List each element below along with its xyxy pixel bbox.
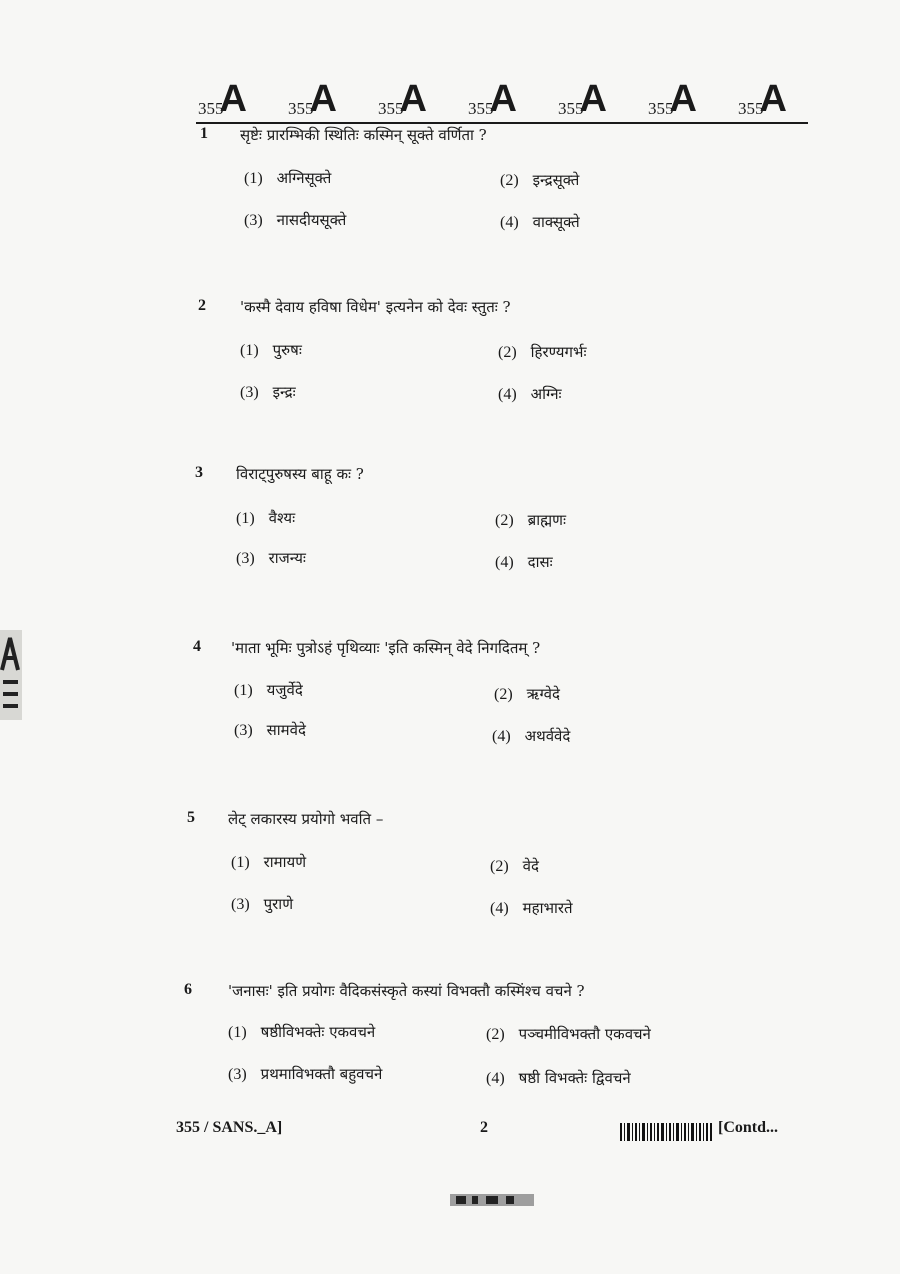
option-1: (1) अग्निसूक्ते bbox=[244, 169, 332, 187]
option-1: (1) पुरुषः bbox=[240, 341, 302, 359]
option-4: (4) अथर्ववेदे bbox=[492, 727, 571, 745]
paper-code: 355 A bbox=[378, 78, 427, 120]
option-1: (1) वैश्यः bbox=[236, 509, 296, 527]
question-text: 'जनासः' इति प्रयोगः वैदिकसंस्कृते कस्यां विभक्तौ कस्मिंश्च वचने ? bbox=[228, 982, 585, 1000]
option-text: ब्राह्मणः bbox=[527, 511, 566, 529]
option-text: अग्निः bbox=[530, 385, 562, 403]
option-1: (1) षष्ठीविभक्तेः एकवचने bbox=[228, 1023, 376, 1041]
question-number: 6 bbox=[184, 981, 192, 998]
edge-print-mark bbox=[0, 630, 22, 720]
option-4: (4) महाभारते bbox=[490, 899, 573, 917]
option-2: (2) पञ्चमीविभक्तौ एकवचने bbox=[486, 1025, 651, 1043]
option-4: (4) दासः bbox=[495, 553, 553, 571]
question-number: 1 bbox=[200, 125, 208, 142]
option-text: नासदीयसूक्ते bbox=[276, 211, 347, 229]
option-3: (3) इन्द्रः bbox=[240, 383, 296, 401]
option-text: यजुर्वेदे bbox=[266, 681, 303, 699]
paper-code: 355 A bbox=[288, 78, 337, 120]
option-3: (3) पुराणे bbox=[231, 895, 294, 913]
question-number: 3 bbox=[195, 464, 203, 481]
paper-code-footer: 355 / SANS._A] bbox=[176, 1119, 283, 1136]
option-text: इन्द्रसूक्ते bbox=[532, 171, 580, 189]
option-text: वेदे bbox=[522, 857, 539, 875]
paper-code: 355 A bbox=[738, 78, 787, 120]
option-text: सामवेदे bbox=[266, 721, 306, 739]
option-text: हिरण्यगर्भः bbox=[530, 343, 587, 361]
option-2: (2) हिरण्यगर्भः bbox=[498, 343, 587, 361]
question-number: 5 bbox=[187, 809, 195, 826]
option-1: (1) रामायणे bbox=[231, 853, 307, 871]
continued-label: [Contd... bbox=[718, 1119, 779, 1136]
option-text: अग्निसूक्ते bbox=[276, 169, 332, 187]
option-1: (1) यजुर्वेदे bbox=[234, 681, 303, 699]
option-4: (4) वाक्सूक्ते bbox=[500, 213, 580, 231]
option-3: (3) सामवेदे bbox=[234, 721, 306, 739]
option-2: (2) ऋग्वेदे bbox=[494, 685, 560, 703]
question-number: 4 bbox=[193, 638, 201, 655]
paper-code-header bbox=[196, 72, 808, 124]
paper-code: 355 A bbox=[198, 78, 247, 120]
question-text: 'माता भूमिः पुत्रोऽहं पृथिव्याः 'इति कस्मिन् वेदे निगदितम् ? bbox=[231, 639, 541, 657]
option-2: (2) वेदे bbox=[490, 857, 539, 875]
option-text: पुराणे bbox=[263, 895, 294, 913]
option-text: राजन्यः bbox=[268, 549, 306, 567]
option-2: (2) इन्द्रसूक्ते bbox=[500, 171, 580, 189]
option-text: महाभारते bbox=[522, 899, 573, 917]
option-2: (2) ब्राह्मणः bbox=[495, 511, 566, 529]
paper-code: 355 A bbox=[468, 78, 517, 120]
question-number: 2 bbox=[198, 297, 206, 314]
option-text: पुरुषः bbox=[272, 341, 302, 359]
option-text: षष्ठी विभक्तेः द्विवचने bbox=[518, 1069, 631, 1087]
option-text: दासः bbox=[527, 553, 553, 571]
paper-code: 355 A bbox=[648, 78, 697, 120]
barcode-icon bbox=[620, 1123, 712, 1141]
option-3: (3) प्रथमाविभक्तौ बहुवचने bbox=[228, 1065, 383, 1083]
option-text: रामायणे bbox=[263, 853, 307, 871]
question-text: लेट् लकारस्य प्रयोगो भवति – bbox=[228, 810, 384, 828]
question-text: सृष्टेः प्रारम्भिकी स्थितिः कस्मिन् सूक्ते वर्णिता ? bbox=[240, 126, 487, 144]
option-text: प्रथमाविभक्तौ बहुवचने bbox=[260, 1065, 383, 1083]
bottom-stamp-mark bbox=[450, 1190, 534, 1210]
question-text: 'कस्मै देवाय हविषा विधेम' इत्यनेन को देवः स्तुतः ? bbox=[240, 298, 511, 316]
option-text: अथर्ववेदे bbox=[524, 727, 571, 745]
option-3: (3) नासदीयसूक्ते bbox=[244, 211, 347, 229]
option-3: (3) राजन्यः bbox=[236, 549, 306, 567]
question-text: विराट्पुरुषस्य बाहू कः ? bbox=[236, 465, 364, 483]
option-text: इन्द्रः bbox=[272, 383, 296, 401]
option-text: वाक्सूक्ते bbox=[532, 213, 580, 231]
option-4: (4) अग्निः bbox=[498, 385, 562, 403]
paper-code: 355 A bbox=[558, 78, 607, 120]
option-text: वैश्यः bbox=[268, 509, 296, 527]
option-4: (4) षष्ठी विभक्तेः द्विवचने bbox=[486, 1069, 631, 1087]
option-text: पञ्चमीविभक्तौ एकवचने bbox=[518, 1025, 651, 1043]
option-text: ऋग्वेदे bbox=[526, 685, 560, 703]
page-number: 2 bbox=[480, 1119, 488, 1136]
option-text: षष्ठीविभक्तेः एकवचने bbox=[260, 1023, 376, 1041]
